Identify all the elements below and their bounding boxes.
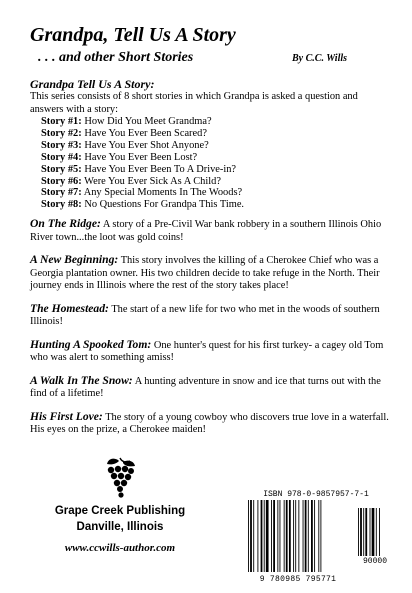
isbn-barcode	[243, 490, 389, 586]
story-label: Story #2:	[41, 127, 82, 139]
story-title: Have You Ever Shot Anyone?	[84, 139, 209, 151]
story-text: The start of a new life for two who met in the woods of southern Illinois!	[30, 303, 380, 328]
story-heading: Hunting A Spooked Tom:	[30, 337, 152, 351]
story-label: Story #7:	[41, 187, 82, 199]
publisher-city: Danville, Illinois	[76, 521, 164, 533]
list-item	[41, 164, 392, 176]
series-heading: Grandpa Tell Us A Story:	[30, 77, 155, 91]
story-title: Have You Ever Been To A Drive-in?	[84, 163, 237, 175]
series-intro: This series consists of 8 short stories in which Grandpa is asked a question and answers with a story:	[30, 91, 358, 115]
price-code: 90000	[362, 557, 387, 566]
list-item	[41, 140, 392, 152]
story-heading: On The Ridge:	[30, 217, 101, 231]
story-text: The story of a young cowboy who discovers true love in a waterfall. His eyes on the prize, a Cherokee maiden!	[30, 411, 389, 436]
publisher-name: Grape Creek Publishing	[54, 505, 186, 517]
story-text: A story of a Pre-Civil War bank robbery in a southern Illinois Ohio River town...the loot was gold coins!	[30, 219, 382, 243]
story-label: Story #1:	[41, 116, 82, 127]
story-text: A hunting adventure in snow and ice that turns out with the find of a lifetime!	[30, 375, 381, 400]
description	[30, 77, 392, 437]
story-blurb	[30, 254, 392, 293]
story-list	[30, 116, 392, 211]
story-label: Story #6:	[41, 175, 82, 187]
list-item	[41, 128, 392, 140]
book-title: Grandpa, Tell Us A Story	[30, 24, 236, 46]
story-title: No Questions For Grandpa This Time.	[84, 199, 245, 211]
list-item	[41, 199, 392, 211]
author-website: www.ccwills-author.com	[64, 542, 176, 554]
story-blurb	[30, 218, 392, 244]
story-label: Story #5:	[41, 163, 82, 175]
story-label: Story #4:	[41, 151, 82, 163]
story-blurb	[30, 303, 392, 329]
grape-cluster-icon	[103, 456, 137, 502]
story-text: One hunter's quest for his first turkey- a cagey old Tom who was alert to something amiss!	[30, 339, 384, 364]
author-name: By C.C. Wills	[292, 53, 348, 64]
list-item	[41, 152, 392, 164]
story-title: Have You Ever Been Scared?	[84, 127, 207, 139]
barcode-digits: 9 780985 795771	[259, 575, 337, 584]
story-blurb	[30, 339, 392, 365]
story-heading: A New Beginning:	[30, 253, 119, 267]
book-subtitle: . . . and other Short Stories	[38, 50, 194, 65]
story-blurb	[30, 411, 392, 437]
list-item	[41, 176, 392, 188]
story-title: Have You Ever Been Lost?	[84, 151, 198, 163]
story-heading: A Walk In The Snow:	[30, 373, 133, 387]
list-item	[41, 116, 392, 128]
story-label: Story #8:	[41, 199, 82, 211]
story-title: Any Special Moments In The Woods?	[83, 187, 243, 199]
story-heading: The Homestead:	[30, 301, 109, 315]
story-blurb	[30, 375, 392, 401]
story-label: Story #3:	[41, 139, 82, 151]
list-item	[41, 187, 392, 199]
story-heading: His First Love:	[30, 409, 103, 423]
story-title: How Did You Meet Grandma?	[84, 116, 212, 127]
isbn-text: ISBN 978-0-9857957-7-1	[263, 490, 369, 499]
story-title: Were You Ever Sick As A Child?	[84, 175, 221, 187]
story-text: This story involves the killing of a Cherokee Chief who was a Georgia plantation owner. His two children decide to take refuge in the North. Their journey ends in Illinois where the rest of the story takes place!	[30, 255, 380, 292]
publisher-block	[40, 456, 200, 554]
